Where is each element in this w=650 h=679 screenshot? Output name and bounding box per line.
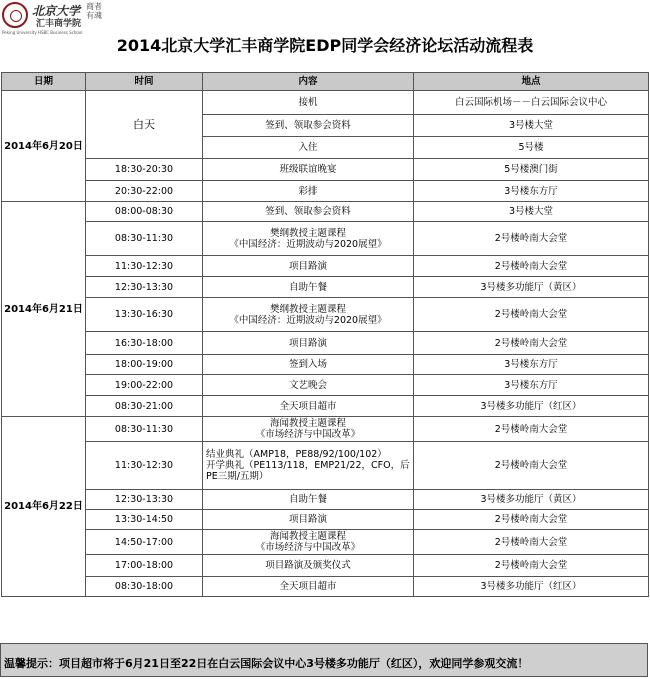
schedule-table <box>1 72 649 597</box>
header-content: 内容 <box>203 73 414 91</box>
time-cell: 14:50-17:00 <box>86 530 203 555</box>
content-cell: 海闻教授主题课程 《市场经济与中国改革》 <box>203 417 414 442</box>
time-cell: 08:30-11:30 <box>86 417 203 442</box>
place-cell: 2号楼岭南大会堂 <box>414 332 649 355</box>
content-cell: 全天项目超市 <box>203 396 414 417</box>
place-cell: 2号楼岭南大会堂 <box>414 442 649 490</box>
time-cell: 12:30-13:30 <box>86 277 203 298</box>
table-header-row <box>2 73 649 91</box>
time-cell: 11:30-12:30 <box>86 256 203 277</box>
table-row <box>2 577 649 597</box>
place-cell: 2号楼岭南大会堂 <box>414 256 649 277</box>
date-cell: 2014年6月21日 <box>2 202 86 417</box>
time-cell: 19:00-22:00 <box>86 375 203 396</box>
content-cell: 彩排 <box>203 181 414 202</box>
header-place: 地点 <box>414 73 649 91</box>
place-cell: 2号楼岭南大会堂 <box>414 530 649 555</box>
place-cell: 3号楼东方厅 <box>414 375 649 396</box>
table-row <box>2 555 649 577</box>
content-cell: 自助午餐 <box>203 490 414 510</box>
time-cell: 17:00-18:00 <box>86 555 203 577</box>
content-cell: 项目路演 <box>203 332 414 355</box>
table-row <box>2 298 649 332</box>
time-cell: 18:00-19:00 <box>86 355 203 375</box>
time-cell: 08:00-08:30 <box>86 202 203 222</box>
content-cell: 项目路演及颁奖仪式 <box>203 555 414 577</box>
place-cell: 白云国际机场－－白云国际会议中心 <box>414 91 649 115</box>
time-cell: 08:30-18:00 <box>86 577 203 597</box>
time-cell: 08:30-21:00 <box>86 396 203 417</box>
content-cell: 项目路演 <box>203 256 414 277</box>
table-row <box>2 256 649 277</box>
time-cell: 白天 <box>86 91 203 159</box>
table-row <box>2 332 649 355</box>
content-cell: 签到入场 <box>203 355 414 375</box>
time-cell: 20:30-22:00 <box>86 181 203 202</box>
logo-school-name: 汇丰商学院 <box>36 19 82 29</box>
logo-english-name: Peking University HSBC Business School <box>2 30 83 35</box>
place-cell: 3号楼大堂 <box>414 202 649 222</box>
place-cell: 3号楼多功能厅（黄区） <box>414 490 649 510</box>
header-time: 时间 <box>86 73 203 91</box>
content-cell: 签到、领取参会资料 <box>203 202 414 222</box>
table-row <box>2 202 649 222</box>
content-cell: 结业典礼（AMP18，PE88/92/100/102） 开学典礼（PE113/118，EMP21/22，CFO，后PE三期/五期） <box>203 442 414 490</box>
date-cell: 2014年6月22日 <box>2 417 86 597</box>
content-cell: 文艺晚会 <box>203 375 414 396</box>
reminder-banner <box>0 643 648 677</box>
reminder-text: 温馨提示：项目超市将于6月21日至22日在白云国际会议中心3号楼多功能厅（红区），欢迎同学参观交流！ <box>4 657 529 670</box>
page-header <box>0 0 650 72</box>
time-cell: 18:30-20:30 <box>86 159 203 181</box>
table-row <box>2 490 649 510</box>
place-cell: 2号楼岭南大会堂 <box>414 417 649 442</box>
place-cell: 3号楼东方厅 <box>414 355 649 375</box>
place-cell: 5号楼澳门街 <box>414 159 649 181</box>
content-cell: 班级联谊晚宴 <box>203 159 414 181</box>
place-cell: 2号楼岭南大会堂 <box>414 510 649 530</box>
table-row <box>2 396 649 417</box>
content-cell: 全天项目超市 <box>203 577 414 597</box>
table-row <box>2 442 649 490</box>
time-cell: 13:30-14:50 <box>86 510 203 530</box>
content-cell: 入住 <box>203 137 414 159</box>
place-cell: 5号楼 <box>414 137 649 159</box>
page-title: 2014北京大学汇丰商学院EDP同学会经济论坛活动流程表 <box>116 36 534 55</box>
table-row <box>2 277 649 298</box>
place-cell: 3号楼多功能厅（红区） <box>414 577 649 597</box>
place-cell: 3号楼多功能厅（黄区） <box>414 277 649 298</box>
time-cell: 16:30-18:00 <box>86 332 203 355</box>
time-cell: 08:30-11:30 <box>86 222 203 256</box>
content-cell: 樊纲教授主题课程 《中国经济：近期波动与2020展望》 <box>203 222 414 256</box>
time-cell: 12:30-13:30 <box>86 490 203 510</box>
place-cell: 2号楼岭南大会堂 <box>414 298 649 332</box>
table-row <box>2 91 649 115</box>
logo-university-name: 北京大学 <box>32 4 81 18</box>
place-cell: 2号楼岭南大会堂 <box>414 555 649 577</box>
place-cell: 3号楼多功能厅（红区） <box>414 396 649 417</box>
content-cell: 自助午餐 <box>203 277 414 298</box>
logo-motto: 商者有魂 <box>86 2 102 20</box>
place-cell: 3号楼大堂 <box>414 115 649 137</box>
content-cell: 签到、领取参会资料 <box>203 115 414 137</box>
table-row <box>2 222 649 256</box>
content-cell: 项目路演 <box>203 510 414 530</box>
place-cell: 3号楼东方厅 <box>414 181 649 202</box>
date-cell: 2014年6月20日 <box>2 91 86 202</box>
schedule-body <box>2 91 649 597</box>
pku-seal-icon <box>2 2 28 28</box>
table-row <box>2 355 649 375</box>
table-row <box>2 181 649 202</box>
table-row <box>2 375 649 396</box>
time-cell: 11:30-12:30 <box>86 442 203 490</box>
table-row <box>2 159 649 181</box>
table-row <box>2 530 649 555</box>
place-cell: 2号楼岭南大会堂 <box>414 222 649 256</box>
table-row <box>2 417 649 442</box>
header-date: 日期 <box>2 73 86 91</box>
content-cell: 接机 <box>203 91 414 115</box>
content-cell: 樊纲教授主题课程 《中国经济：近期波动与2020展望》 <box>203 298 414 332</box>
table-row <box>2 510 649 530</box>
university-logo <box>2 2 110 36</box>
time-cell: 13:30-16:30 <box>86 298 203 332</box>
content-cell: 海闻教授主题课程 《市场经济与中国改革》 <box>203 530 414 555</box>
